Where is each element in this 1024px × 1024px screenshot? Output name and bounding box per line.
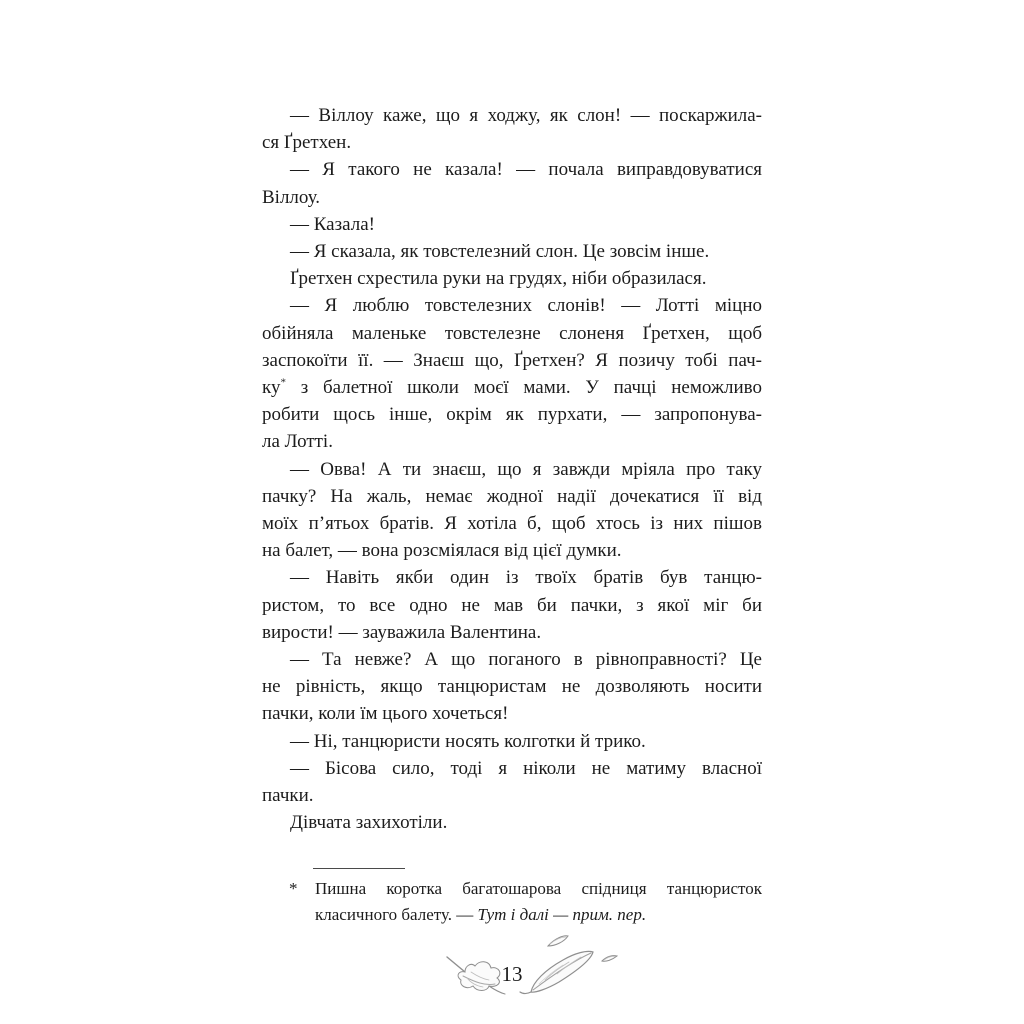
- text-line: Ґретхен схрестила руки на грудях, ніби образилася.: [290, 268, 707, 290]
- text-line: — Я сказала, як товстелезний слон. Це зовсім інше.: [290, 241, 710, 263]
- text-line: — Та невже? А що поганого в рівноправності? Це: [290, 649, 762, 671]
- text-line: — Я такого не казала! — почала виправдовуватися: [290, 159, 762, 181]
- footnote-line: Пишна коротка багатошарова спідниця танцюристок: [315, 879, 762, 898]
- text-line: ла Лотті.: [262, 431, 333, 453]
- text-line: ристом, то все одно не мав би пачки, з якої міг би: [262, 594, 762, 616]
- text-line: пачку? На жаль, немає жодної надії дочекатися її від: [262, 485, 762, 507]
- body-text: [262, 102, 762, 836]
- footnote-line: [315, 902, 762, 928]
- text-line: ся Ґретхен.: [262, 132, 352, 154]
- text-line: на балет, — вона розсміялася від цієї думки.: [262, 540, 622, 562]
- text-line: — Бісова сило, тоді я ніколи не матиму власної: [290, 757, 762, 779]
- page-footer: [0, 928, 1024, 1008]
- footnote-divider: [313, 868, 405, 869]
- footnote-text-italic: Тут і далі — прим. пер.: [477, 904, 647, 924]
- text-line: — Казала!: [290, 213, 375, 235]
- footnote-text-normal: класичного балету. —: [315, 904, 478, 924]
- small-leaf-sketch-icon: [548, 936, 568, 946]
- text-segment: ку: [262, 377, 281, 399]
- text-line: робити щось інше, окрім як пурхати, — запропонува-: [262, 404, 762, 426]
- footnote-reference: *: [280, 376, 286, 389]
- footnote: [262, 868, 762, 927]
- text-line: — Ні, танцюристи носять колготки й трико.: [290, 730, 646, 752]
- text-line: — Навіть якби один із твоїх братів був танцю-: [290, 567, 762, 589]
- text-line: пачки.: [262, 785, 314, 807]
- text-segment: з балетної школи моєї мами. У пачці неможливо: [285, 377, 762, 399]
- footnote-marker: *: [289, 879, 298, 898]
- text-line: пачки, коли їм цього хочеться!: [262, 703, 509, 725]
- text-line: вирости! — зауважила Валентина.: [262, 621, 542, 643]
- footnote-row: [262, 876, 762, 927]
- text-line: обійняла маленьке товстелезне слоненя Ґретхен, щоб: [262, 322, 762, 344]
- text-line: моїх п’ятьох братів. Я хотіла б, щоб хтось із них пішов: [262, 513, 762, 535]
- text-line: Віллоу.: [262, 186, 321, 208]
- text-line: заспокоїти її. — Знаєш що, Ґретхен? Я позичу тобі пач-: [262, 349, 762, 371]
- text-line: не рівність, якщо танцюристам не дозволяють носити: [262, 676, 762, 698]
- tiny-leaf-sketch-icon: [602, 956, 617, 962]
- text-line: Дівчата захихотіли.: [290, 812, 448, 834]
- text-line: — Віллоу каже, що я ходжу, як слон! — поскаржила-: [290, 105, 762, 126]
- footnote-text: [315, 876, 762, 927]
- text-line: [262, 374, 762, 401]
- text-line: — Я люблю товстелезних слонів! — Лотті міцно: [290, 295, 762, 317]
- page-number: 13: [501, 962, 523, 986]
- text-line: — Овва! А ти знаєш, що я завжди мріяла про таку: [290, 458, 762, 480]
